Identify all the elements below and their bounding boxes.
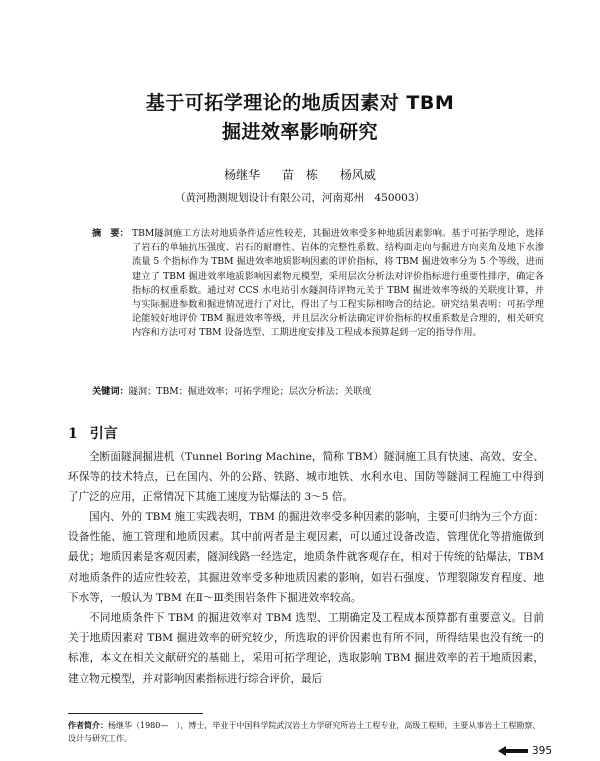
keywords-text: 隧洞；TBM；掘进效率；可拓学理论；层次分析法；关联度 <box>128 386 372 397</box>
section-number: 1 <box>68 426 78 442</box>
affiliation: （黄河勘测规划设计有限公司，河南郑州 450003） <box>174 192 426 204</box>
author-name: 杨风威 <box>339 168 376 182</box>
author-list <box>0 166 600 183</box>
page-number-block <box>498 745 552 757</box>
author-name: 杨继华 <box>224 168 261 182</box>
paper-title-line-2: 掘进效率影响研究 <box>221 121 378 143</box>
abstract-block <box>92 227 544 341</box>
keywords-label: 关键词： <box>92 386 129 397</box>
arrow-marker-icon <box>498 746 528 756</box>
page-number: 395 <box>532 745 553 757</box>
section-heading <box>68 423 118 443</box>
footnote-divider <box>68 713 203 714</box>
section-title: 引言 <box>89 426 118 442</box>
body-paragraph: 不同地质条件下 TBM 的掘进效率对 TBM 选型、工期确定及工程成本预算都有重要意义。目前关于地质因素对 TBM 掘进效率的研究较少，所选取的评价因素也有所不同，所得结果也没有统一的标准，本文在相关文献研究的基础上，采用可拓学理论，选取影响 TBM 掘进效率的若干地质因素，建立物元模型，并对影响因素指标进行综合评价，最后 <box>68 612 544 685</box>
abstract-text: TBM隧洞施工方法对地质条件适应性较差，其掘进效率受多种地质因素影响。基于可拓学理论，选择了岩石的单轴抗压强度、岩石的耐磨性、岩体的完整性系数、结构面走向与掘进方向夹角及地下水渗流量 5 个指标作为 TBM 掘进效率地质影响因素的评价指标，将 TBM 掘进效率分为 5 个等级，进而建立了 TBM 掘进效率地质影响因素物元模型，采用层次分析法对评价指标进行重要性排序，确定各指标的权重系数。通过对 CCS 水电站引水隧洞待评物元关于 TBM 掘进效率等级的关联度计算，并与实际掘进参数和掘进情况进行了对比，得出了与工程实际相吻合的结论。研究结果表明：可拓学理论能较好地评价 TBM 掘进效率等级，并且层次分析法确定评价指标的权重系数是合理的，相关研究内容和方法可对 TBM 设备选型、工期进度安排及工程成本预算起到一定的指导作用。 <box>132 228 544 339</box>
keywords-block <box>92 383 544 397</box>
abstract-label: 摘 要： <box>92 228 129 239</box>
body-paragraph: 国内、外的 TBM 施工实践表明，TBM 的掘进效率受多种因素的影响，主要可归纳为三个方面：设备性能、施工管理和地质因素。其中前两者是主观因素，可以通过设备改造、管理优化等措施做到最优；地质因素是客观因素，隧洞线路一经选定，地质条件就客观存在，相对于传统的钻爆法，TBM 对地质条件的适应性较差，其掘进效率受多种地质因素的影响，如岩石强度、节理裂隙发育程度、地下水等，一般认为 TBM 在Ⅱ～Ⅲ类围岩条件下掘进效率较高。 <box>68 511 544 604</box>
author-footnote <box>68 719 544 745</box>
footnote-label: 作者简介： <box>68 720 108 730</box>
footnote-text: 杨继华（1980— ），博士，毕业于中国科学院武汉岩土力学研究所岩土工程专业，高级工程师，主要从事岩土工程勘察、设计与研究工作。 <box>68 721 541 743</box>
body-paragraph: 全断面隧洞掘进机（Tunnel Boring Machine，简称 TBM）隧洞施工具有快速、高效、安全、环保等的技术特点，已在国内、外的公路、铁路、城市地铁、水利水电、国防等隧洞工程施工中得到了广泛的应用，正常情况下其施工速度为钻爆法的 3～5 倍。 <box>68 451 544 504</box>
paper-title-line-1: 基于可拓学理论的地质因素对 TBM <box>145 92 455 114</box>
author-name: 苗 栋 <box>281 168 318 182</box>
